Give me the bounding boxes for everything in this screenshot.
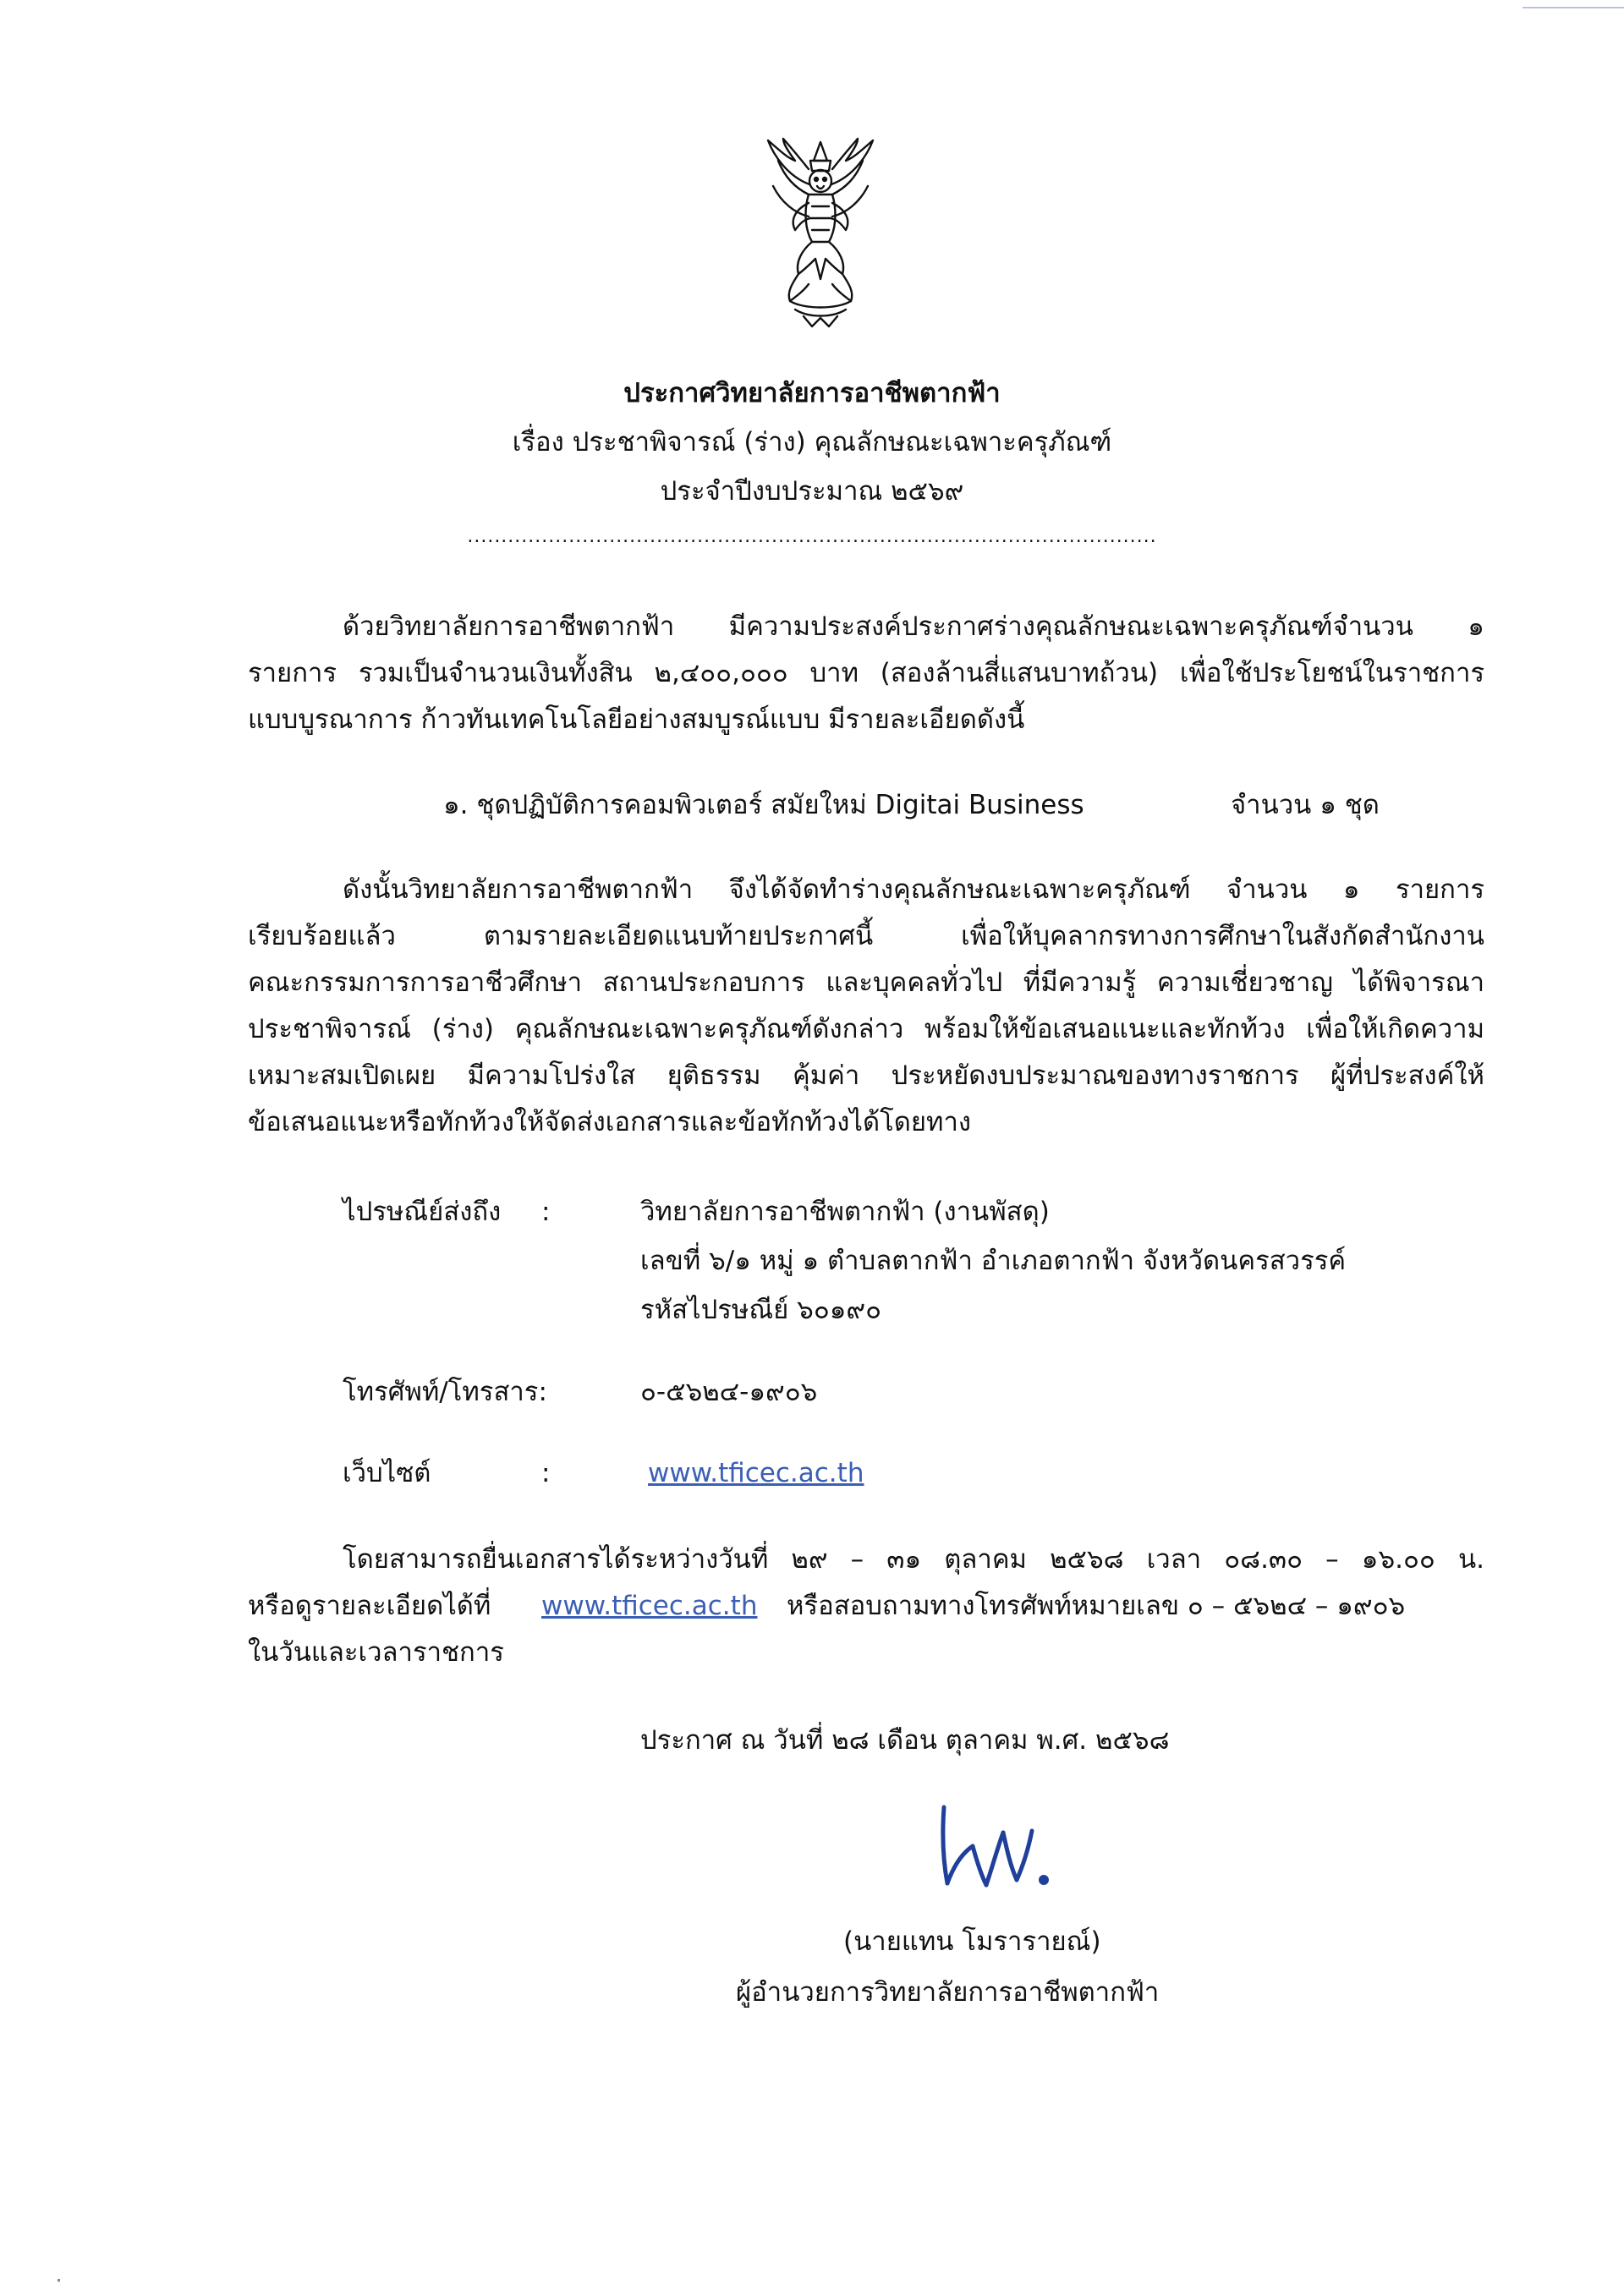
handwritten-signature xyxy=(930,1797,1057,1899)
scan-speck xyxy=(58,2279,60,2282)
postal-line-3: รหัสไปรษณีย์ ๖๐๑๙๐ xyxy=(640,1295,882,1325)
postal-line-2: เลขที่ ๖/๑ หมู่ ๑ ตำบลตากฟ้า อำเภอตากฟ้า จังหวัดนครสวรรค์ xyxy=(640,1246,1347,1276)
body-line-2: เรียบร้อยแล้ว ตามรายละเอียดแนบท้ายประกาศนี้ เพื่อให้บุคลากรทางการศึกษาในสังกัดสำนักงาน xyxy=(248,921,1484,951)
body-line-6: ข้อเสนอแนะหรือทักท้วงให้จัดส่งเอกสารและข้อทักท้วงได้โดยทาง xyxy=(248,1107,971,1137)
intro-line-2: รายการ รวมเป็นจำนวนเงินทั้งสิน ๒,๔๐๐,๐๐๐ บาท (สองล้านสี่แสนบาทถ้วน) เพื่อใช้ประโยชน์ในราชการ xyxy=(248,658,1484,688)
page-title: ประกาศวิทยาลัยการอาชีพตากฟ้า xyxy=(623,378,1001,408)
announce-date: ประกาศ ณ วันที่ ๒๘ เดือน ตุลาคม พ.ศ. ๒๕๖๘ xyxy=(640,1725,1170,1756)
closing-line-3: ในวันและเวลาราชการ xyxy=(248,1637,504,1668)
postal-colon: : xyxy=(541,1197,551,1227)
closing-line-1: โดยสามารถยื่นเอกสารได้ระหว่างวันที่ ๒๙ – ๓๑ ตุลาคม ๒๕๖๘ เวลา ๐๘.๓๐ – ๑๖.๐๐ น. xyxy=(343,1544,1484,1575)
dotted-rule: ...................................................................................................... xyxy=(467,526,1157,547)
signatory-position: ผู้อำนวยการวิทยาลัยการอาชีพตากฟ้า xyxy=(736,1977,1160,2008)
subject-line: เรื่อง ประชาพิจารณ์ (ร่าง) คุณลักษณะเฉพาะครุภัณฑ์ xyxy=(512,427,1112,458)
intro-line-3: แบบบูรณาการ ก้าวทันเทคโนโลยีอย่างสมบูรณ์แบบ มีรายละเอียดดังนี้ xyxy=(248,704,1025,735)
item-quantity: จำนวน ๑ ชุด xyxy=(1231,790,1380,820)
website-colon: : xyxy=(541,1458,551,1488)
intro-line-1: ด้วยวิทยาลัยการอาชีพตากฟ้า มีความประสงค์ประกาศร่างคุณลักษณะเฉพาะครุภัณฑ์จำนวน ๑ xyxy=(343,611,1484,642)
signatory-name: (นายแทน โมรารายณ์) xyxy=(843,1926,1101,1957)
item-label: ๑. ชุดปฏิบัติการคอมพิวเตอร์ สมัยใหม่ Digitai Business xyxy=(443,790,1084,820)
fiscal-year-line: ประจำปีงบประมาณ ๒๕๖๙ xyxy=(660,476,964,507)
body-line-3: คณะกรรมการการอาชีวศึกษา สถานประกอบการ และบุคคลทั่วไป ที่มีความรู้ ความเชี่ยวชาญ ได้พิจารณา xyxy=(248,967,1484,998)
body-line-1: ดังนั้นวิทยาลัยการอาชีพตากฟ้า จึงได้จัดทำร่างคุณลักษณะเฉพาะครุภัณฑ์ จำนวน ๑ รายการ xyxy=(343,874,1484,905)
postal-label: ไปรษณีย์ส่งถึง xyxy=(343,1197,502,1227)
website-link[interactable]: www.tficec.ac.th xyxy=(648,1458,864,1488)
body-line-5: เหมาะสมเปิดเผย มีความโปร่งใส ยุติธรรม คุ้มค่า ประหยัดงบประมาณของทางราชการ ผู้ที่ประสงค์ให้ xyxy=(248,1060,1484,1091)
body-line-4: ประชาพิจารณ์ (ร่าง) คุณลักษณะเฉพาะครุภัณฑ์ดังกล่าว พร้อมให้ข้อเสนอแนะและทักท้วง เพื่อให้เกิดความ xyxy=(248,1014,1484,1044)
phone-label: โทรศัพท์/โทรสาร: xyxy=(343,1377,547,1407)
phone-value: ๐-๕๖๒๔-๑๙๐๖ xyxy=(640,1377,818,1407)
website-label: เว็บไซต์ xyxy=(343,1458,431,1488)
closing-line-2-suffix: หรือสอบถามทางโทรศัพท์หมายเลข ๐ – ๕๖๒๔ – ๑๙๐๖ xyxy=(787,1591,1406,1621)
closing-website-link[interactable]: www.tficec.ac.th xyxy=(541,1591,758,1621)
garuda-emblem-icon xyxy=(761,135,880,330)
scan-edge-mark xyxy=(1522,7,1624,8)
postal-line-1: วิทยาลัยการอาชีพตากฟ้า (งานพัสดุ) xyxy=(640,1197,1050,1227)
closing-line-2-prefix: หรือดูรายละเอียดได้ที่ xyxy=(248,1591,491,1621)
